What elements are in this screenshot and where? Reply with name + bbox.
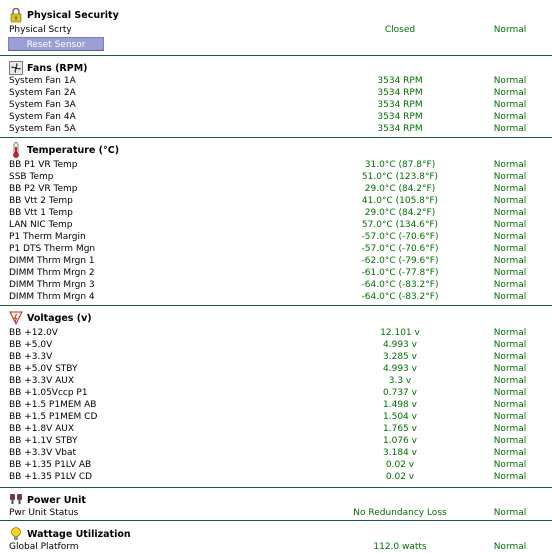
section-header [0,5,552,25]
sensor-name: BB +1.05Vccp P1 [9,388,88,398]
sensor-status: Normal [493,340,527,350]
sensor-name: BB +1.35 P1LV CD [9,472,93,482]
sensor-row [0,243,552,255]
section-header [0,308,552,328]
sensor-row [0,267,552,279]
sensor-list [0,159,552,303]
sensor-row [0,447,552,459]
power-plug-icon [9,492,23,508]
sensor-value: 0.02 v [385,472,415,482]
sensor-value: 4.993 v [383,364,417,374]
sensor-value: 0.737 v [383,388,417,398]
physical-security-section [0,5,552,50]
sensor-name: System Fan 1A [9,76,76,86]
sensor-name: BB +1.5 P1MEM AB [9,400,97,410]
sensor-value: -57.0°C (-70.6°F) [361,244,439,254]
fan-icon [9,60,23,76]
sensor-row [0,123,552,135]
sensor-status: Normal [493,160,527,170]
sensor-value: -57.0°C (-70.6°F) [361,232,439,242]
sensor-value: 29.0°C (84.2°F) [364,208,436,218]
section-divider [0,305,552,306]
sensor-status: Normal [493,364,527,374]
sensor-value: 1.076 v [383,436,417,446]
sensor-status: Normal [493,220,527,230]
sensor-status: Normal [493,88,527,98]
sensor-name: System Fan 3A [9,100,76,110]
sensor-status: Normal [493,412,527,422]
section-title: Wattage Utilization [27,529,131,540]
sensor-status: Normal [493,256,527,266]
sensor-row [0,541,552,553]
sensor-value: No Redundancy Loss [353,508,447,518]
sensor-name: DIMM Thrm Mrgn 3 [9,280,95,290]
sensor-row [0,423,552,435]
sensor-value: 3534 RPM [377,100,423,110]
sensor-value: 1.504 v [383,412,417,422]
sensor-name: BB +5.0V [9,340,53,350]
sensor-name: DIMM Thrm Mrgn 2 [9,268,95,278]
sensor-name: BB +1.1V STBY [9,436,78,446]
sensor-list [0,75,552,135]
sensor-status: Normal [493,196,527,206]
section-divider [0,487,552,488]
sensor-value: 57.0°C (134.6°F) [361,220,439,230]
sensor-value: 12.101 v [380,328,420,338]
sensor-status: Normal [493,376,527,386]
sensor-status: Normal [493,352,527,362]
sensor-row [0,411,552,423]
sensor-list [0,541,552,553]
sensor-row [0,159,552,171]
sensor-status: Normal [493,208,527,218]
sensor-status: Normal [493,268,527,278]
sensor-value: 3534 RPM [377,124,423,134]
sensor-name: System Fan 5A [9,124,76,134]
section-divider [0,55,552,56]
sensor-name: BB +1.5 P1MEM CD [9,412,98,422]
sensor-name: System Fan 4A [9,112,76,122]
sensor-status: Normal [493,184,527,194]
sensor-status: Normal [493,100,527,110]
sensor-name: LAN NIC Temp [9,220,73,230]
sensor-status: Normal [493,124,527,134]
sensor-list [0,507,552,519]
sensor-row [0,87,552,99]
sensor-value: 1.765 v [383,424,417,434]
section-title: Power Unit [27,495,86,506]
section-title: Voltages (v) [27,313,92,324]
sensor-name: DIMM Thrm Mrgn 4 [9,292,95,302]
sensor-row [0,291,552,303]
sensor-row [0,99,552,111]
sensor-row [0,471,552,483]
sensor-row [0,327,552,339]
sensor-name: Physical Scrty [9,25,72,35]
temperature-section [0,140,552,302]
sensor-status: Normal [493,400,527,410]
sensor-status: Normal [493,472,527,482]
sensor-row [0,351,552,363]
sensor-list [0,327,552,483]
sensor-status: Normal [493,112,527,122]
sensor-row [0,279,552,291]
sensor-status: Normal [493,172,527,182]
section-title: Temperature (°C) [27,145,120,156]
sensor-name: BB +12.0V [9,328,58,338]
fans-section [0,58,552,134]
voltages-section [0,308,552,482]
sensor-name: BB +1.35 P1LV AB [9,460,92,470]
sensor-row [0,339,552,351]
sensor-row [0,183,552,195]
sensor-row [0,387,552,399]
sensor-name: System Fan 2A [9,88,76,98]
sensor-status: Normal [493,542,527,552]
sensor-name: BB Vtt 1 Temp [9,208,73,218]
sensor-name: P1 DTS Therm Mgn [9,244,96,254]
sensor-name: Global Platform [9,542,79,552]
bulb-icon [9,526,23,542]
sensor-value: -62.0°C (-79.6°F) [361,256,439,266]
sensor-value: 3534 RPM [377,112,423,122]
sensor-status: Normal [493,460,527,470]
sensor-status: Normal [493,292,527,302]
sensor-row [0,111,552,123]
sensor-row [0,207,552,219]
sensor-name: P1 Therm Margin [9,232,86,242]
section-header [0,140,552,160]
sensor-row [0,24,552,36]
sensor-value: 3.285 v [383,352,417,362]
sensor-value: -61.0°C (-77.8°F) [361,268,439,278]
sensor-name: BB Vtt 2 Temp [9,196,73,206]
sensor-status: Normal [493,232,527,242]
section-divider [0,520,552,521]
sensor-value: 41.0°C (105.8°F) [361,196,439,206]
sensor-status: Normal [493,280,527,290]
sensor-value: 3.3 v [388,376,412,386]
sensor-value: 29.0°C (84.2°F) [364,184,436,194]
power-unit-section [0,490,552,518]
reset-sensor-button[interactable]: Reset Sensor [8,37,104,51]
sensor-name: BB +1.8V AUX [9,424,74,434]
sensor-status: Normal [493,328,527,338]
sensor-name: BB P1 VR Temp [9,160,78,170]
sensor-status: Normal [493,436,527,446]
sensor-status: Normal [493,508,527,518]
sensor-value: 3534 RPM [377,76,423,86]
sensor-row [0,255,552,267]
padlock-icon [9,7,23,23]
sensor-value: 3534 RPM [377,88,423,98]
sensor-value: 4.993 v [383,340,417,350]
sensor-row [0,231,552,243]
sensor-value: 31.0°C (87.8°F) [364,160,436,170]
sensor-list [0,24,552,36]
sensor-name: BB +3.3V Vbat [9,448,76,458]
wattage-section [0,524,552,552]
sensor-status: Normal [493,388,527,398]
sensor-value: 112.0 watts [373,542,427,552]
sensor-row [0,363,552,375]
sensor-row [0,171,552,183]
section-title: Physical Security [27,10,119,21]
sensor-row [0,507,552,519]
sensor-value: 51.0°C (123.8°F) [361,172,439,182]
sensor-row [0,399,552,411]
sensor-value: 3.184 v [383,448,417,458]
sensor-value: -64.0°C (-83.2°F) [361,292,439,302]
sensor-status: Normal [493,448,527,458]
sensor-name: BB +5.0V STBY [9,364,78,374]
sensor-row [0,195,552,207]
sensor-row [0,435,552,447]
sensor-name: BB +3.3V [9,352,53,362]
voltage-icon [9,310,23,326]
sensor-status: Normal [493,244,527,254]
sensor-value: 0.02 v [385,460,415,470]
sensor-row [0,75,552,87]
section-title: Fans (RPM) [27,63,88,74]
sensor-value: -64.0°C (-83.2°F) [361,280,439,290]
sensor-value: Closed [384,25,416,35]
sensor-status: Normal [493,25,527,35]
sensor-name: BB +3.3V AUX [9,376,74,386]
sensor-name: BB P2 VR Temp [9,184,78,194]
sensor-status: Normal [493,424,527,434]
sensor-status: Normal [493,76,527,86]
sensor-value: 1.498 v [383,400,417,410]
sensor-name: Pwr Unit Status [9,508,79,518]
sensor-row [0,375,552,387]
sensor-name: SSB Temp [9,172,54,182]
sensor-name: DIMM Thrm Mrgn 1 [9,256,95,266]
sensor-row [0,459,552,471]
section-divider [0,137,552,138]
sensor-row [0,219,552,231]
thermometer-icon [9,142,23,158]
